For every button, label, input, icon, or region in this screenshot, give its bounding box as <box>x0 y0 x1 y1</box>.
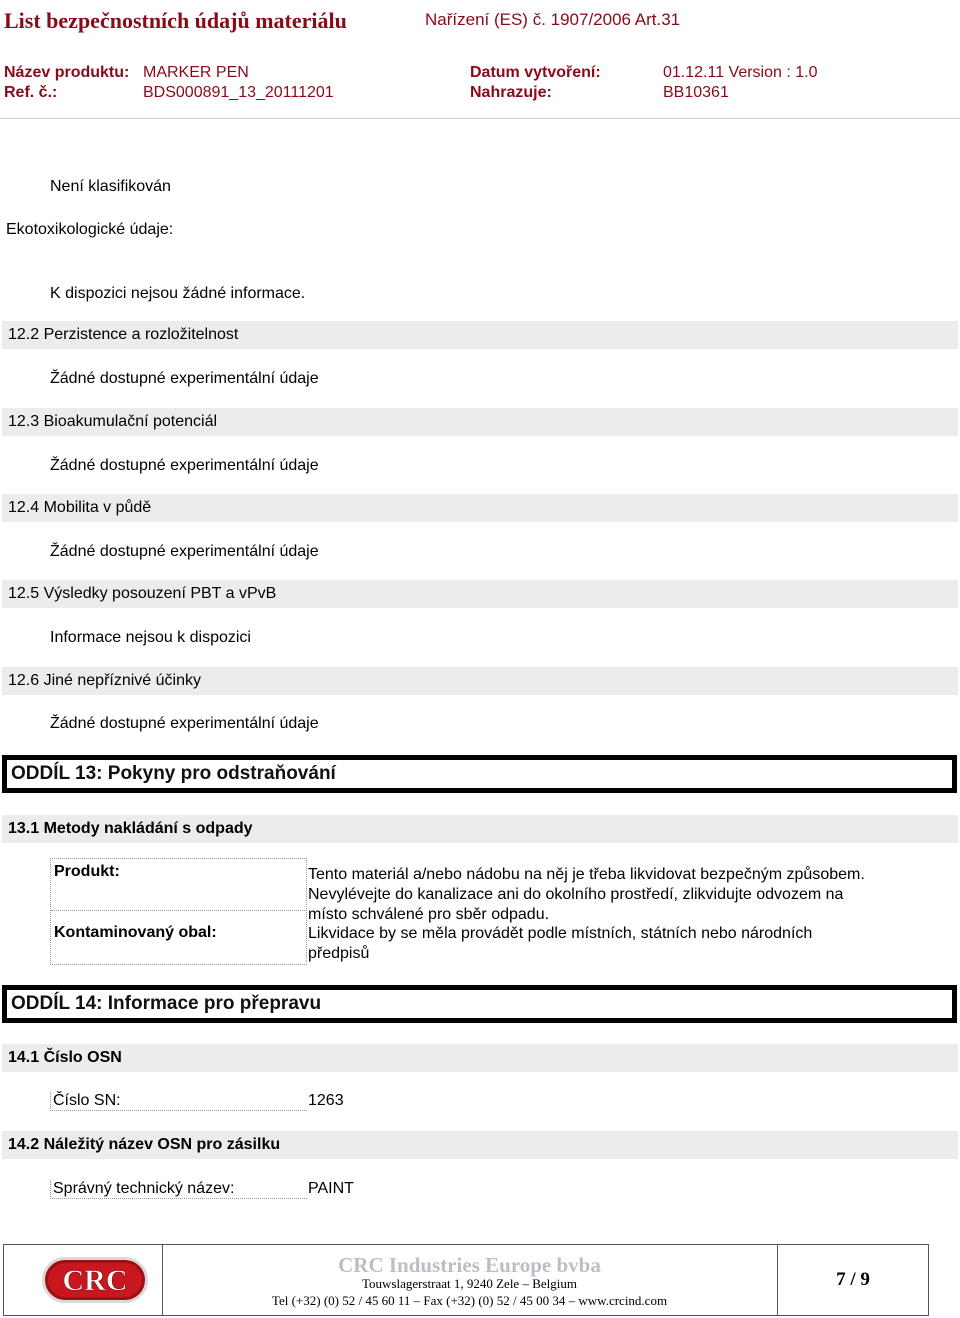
crc-logo-mark <box>49 1263 141 1297</box>
text-12-5: Informace nejsou k dispozici <box>50 629 251 646</box>
created-date: 01.12.11 Version : 1.0 <box>663 64 818 81</box>
label-row-divider <box>51 910 305 911</box>
packaging-label: Kontaminovaný obal: <box>54 924 217 941</box>
no-info: K dispozici nejsou žádné informace. <box>50 285 306 302</box>
company-address: Touwslagerstraat 1, 9240 Zele – Belgium <box>362 1276 577 1291</box>
un-number-value: 1263 <box>308 1092 344 1109</box>
subsection-12-4: 12.4 Mobilita v půdě <box>2 494 958 522</box>
shipping-name-label: Správný technický název: <box>50 1180 307 1199</box>
packaging-disposal-text: Likvidace by se měla provádět podle místních, státních nebo národních předpisů <box>308 925 813 962</box>
regulation-ref: Nařízení (ES) č. 1907/2006 Art.31 <box>425 10 681 29</box>
section-13-heading: ODDÍL 13: Pokyny pro odstraňování <box>2 755 957 793</box>
ref-number: BDS000891_13_20111201 <box>143 84 334 101</box>
company-contact: Tel (+32) (0) 52 / 45 60 11 – Fax (+32) (0) 52 / 45 00 34 – www.crcind.com <box>271 1293 668 1308</box>
replaces-label: Nahrazuje: <box>470 84 552 101</box>
subsection-14-2: 14.2 Náležitý název OSN pro zásilku <box>2 1131 958 1159</box>
subsection-14-1: 14.1 Číslo OSN <box>2 1044 958 1072</box>
text-12-3: Žádné dostupné experimentální údaje <box>50 457 319 474</box>
header-divider <box>0 118 960 119</box>
company-name: CRC Industries Europe bvba <box>338 1253 601 1277</box>
page-number: 7 / 9 <box>836 1269 870 1290</box>
created-label: Datum vytvoření: <box>470 64 601 81</box>
ecotox-label: Ekotoxikologické údaje: <box>6 221 174 238</box>
subsection-12-6: 12.6 Jiné nepříznivé účinky <box>2 667 958 695</box>
subsection-13-1: 13.1 Metody nakládání s odpady <box>2 815 958 843</box>
text-12-2: Žádné dostupné experimentální údaje <box>50 370 319 387</box>
product-disposal-text: Tento materiál a/nebo nádobu na něj je třeba likvidovat bezpečným způsobem. Nevylévejte do kanalizace ani do okolního prostředí, zlikvidujte odvozem na místo schválené pro sběr odpadu. <box>308 866 865 923</box>
ref-label: Ref. č.: <box>4 84 58 101</box>
shipping-name-value: PAINT <box>308 1180 354 1197</box>
crc-logo <box>42 1257 148 1303</box>
page-footer <box>3 1244 929 1316</box>
product-name-label: Název produktu: <box>4 64 130 81</box>
subsection-12-2: 12.2 Perzistence a rozložitelnost <box>2 321 958 349</box>
product-name: MARKER PEN <box>143 64 249 81</box>
document-title: List bezpečnostních údajů materiálu <box>4 8 347 33</box>
text-12-6: Žádné dostupné experimentální údaje <box>50 715 319 732</box>
section-14-heading: ODDÍL 14: Informace pro přepravu <box>2 985 957 1023</box>
replaces-value: BB10361 <box>663 84 729 101</box>
product-label: Produkt: <box>54 863 120 880</box>
text-12-4: Žádné dostupné experimentální údaje <box>50 543 319 560</box>
subsection-12-5: 12.5 Výsledky posouzení PBT a vPvB <box>2 580 958 608</box>
subsection-12-3: 12.3 Bioakumulační potenciál <box>2 408 958 436</box>
not-classified: Není klasifikován <box>50 178 171 195</box>
crc-logo-text: CRC <box>62 1264 128 1297</box>
un-number-label: Číslo SN: <box>50 1092 307 1111</box>
